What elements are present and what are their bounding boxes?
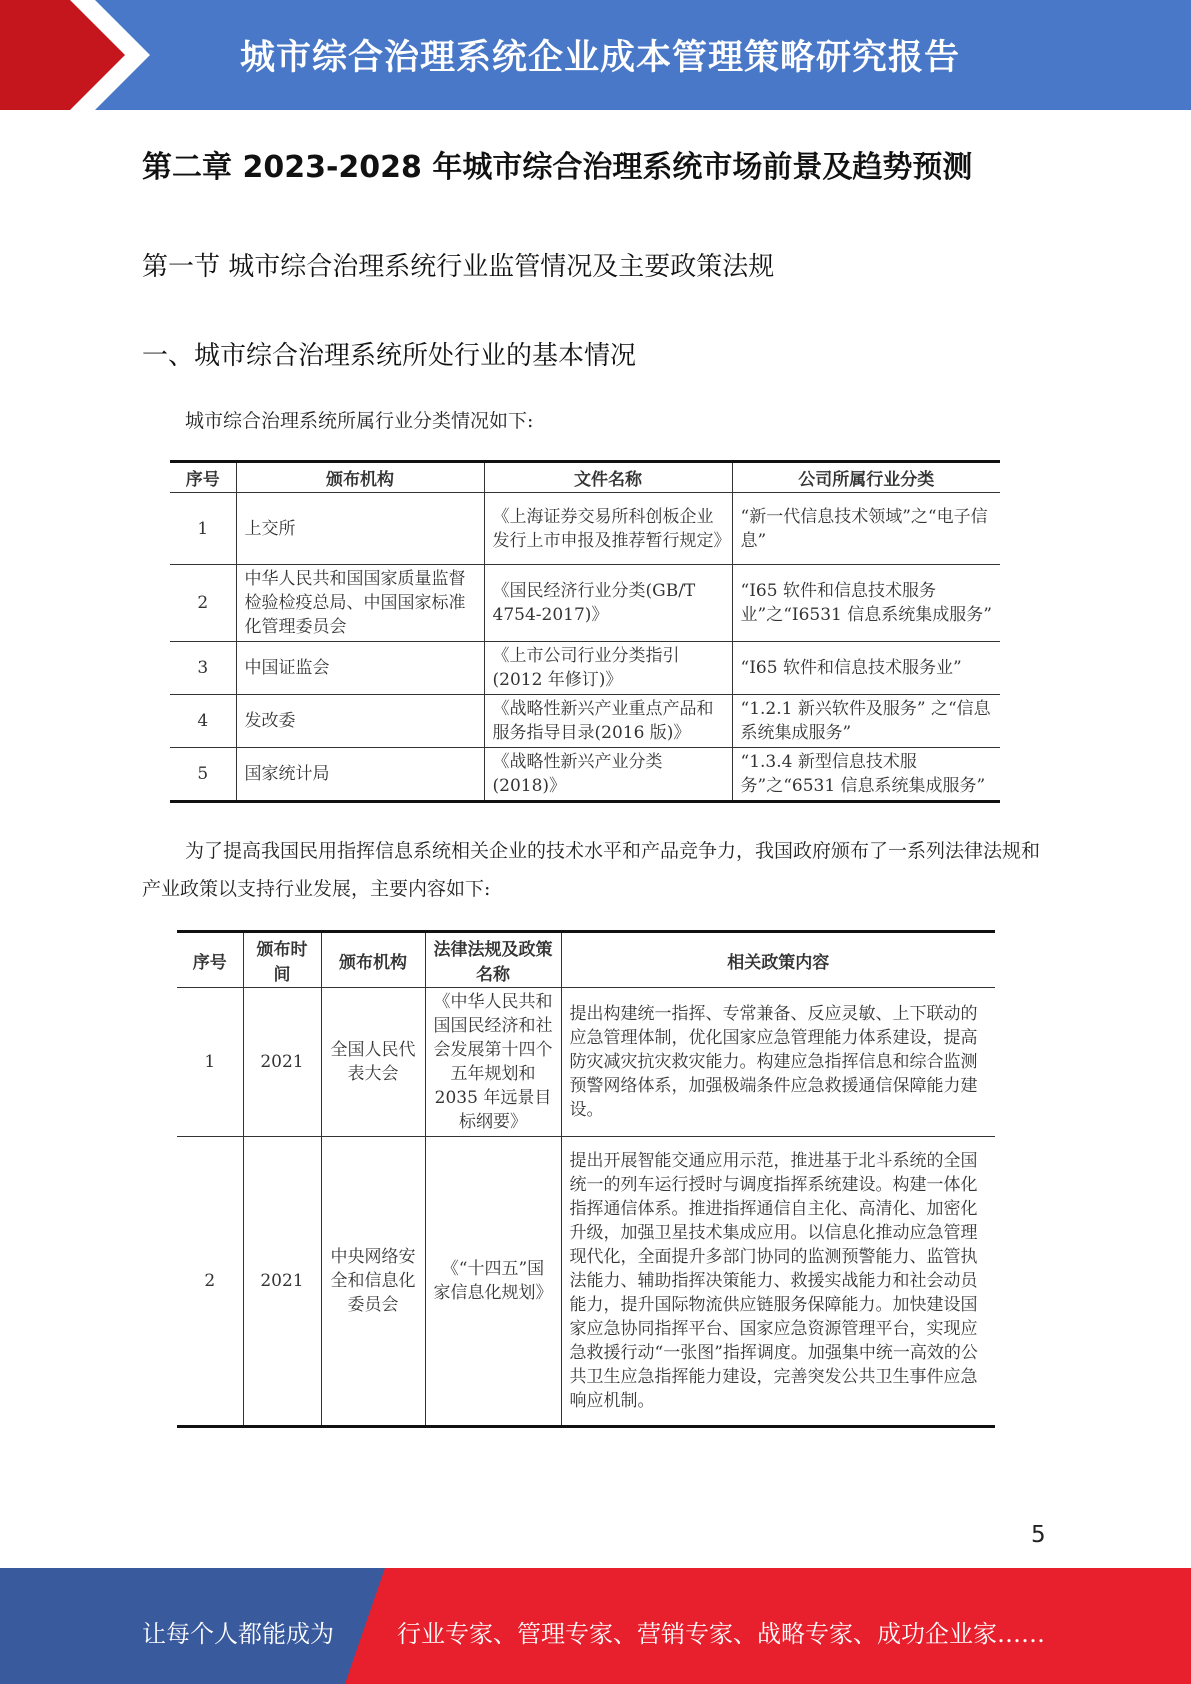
table-header-cell: 颁布机构 — [321, 932, 425, 988]
table-cell: “I65 软件和信息技术服务业”之“I6531 信息系统集成服务” — [732, 565, 1000, 642]
table-row — [170, 748, 1000, 802]
table-header-cell: 序号 — [170, 462, 236, 493]
table-cell: 2 — [170, 565, 236, 642]
table-cell: 中华人民共和国国家质量监督检验检疫总局、中国国家标准化管理委员会 — [236, 565, 484, 642]
table-row — [170, 642, 1000, 695]
table-row — [170, 565, 1000, 642]
table-cell: 国家统计局 — [236, 748, 484, 802]
table-cell: 2021 — [243, 988, 321, 1137]
table-cell: 3 — [170, 642, 236, 695]
table-cell: “I65 软件和信息技术服务业” — [732, 642, 1000, 695]
table-row — [177, 988, 995, 1137]
table-cell: 5 — [170, 748, 236, 802]
table-header-cell: 序号 — [177, 932, 243, 988]
table-cell: 2021 — [243, 1137, 321, 1427]
table-cell: “新一代信息技术领域”之“电子信息” — [732, 493, 1000, 565]
intro-paragraph: 城市综合治理系统所属行业分类情况如下: — [185, 410, 534, 432]
header-arrow-icon — [0, 0, 150, 110]
table-cell: 1 — [170, 493, 236, 565]
chapter-title: 第二章 2023-2028 年城市综合治理系统市场前景及趋势预测 — [142, 150, 973, 185]
page-number: 5 — [1031, 1522, 1046, 1548]
table-cell: 1 — [177, 988, 243, 1137]
table-cell: 《战略性新兴产业重点产品和服务指导目录(2016 版)》 — [484, 695, 732, 748]
policy-intro-paragraph: 为了提高我国民用指挥信息系统相关企业的技术水平和产品竞争力，我国政府颁布了一系列法律法规和产业政策以支持行业发展，主要内容如下: — [142, 840, 1041, 900]
table-cell: 发改委 — [236, 695, 484, 748]
table-header-cell: 颁布机构 — [236, 462, 484, 493]
table-header-row — [177, 932, 995, 988]
subsection-title: 一、城市综合治理系统所处行业的基本情况 — [142, 341, 637, 371]
table-header-cell: 公司所属行业分类 — [732, 462, 1000, 493]
footer-right-text: 行业专家、管理专家、营销专家、战略专家、成功企业家…… — [397, 1620, 1045, 1648]
table-cell: 《上市公司行业分类指引(2012 年修订)》 — [484, 642, 732, 695]
table-cell: 上交所 — [236, 493, 484, 565]
header-title: 城市综合治理系统企业成本管理策略研究报告 — [240, 38, 961, 78]
table-header-row — [170, 462, 1000, 493]
table-cell: 全国人民代表大会 — [321, 988, 425, 1137]
table-header-cell: 文件名称 — [484, 462, 732, 493]
table-cell: 《国民经济行业分类(GB/T 4754-2017)》 — [484, 565, 732, 642]
footer-left-text: 让每个人都能成为 — [142, 1620, 334, 1648]
table-cell: 《战略性新兴产业分类(2018)》 — [484, 748, 732, 802]
table-cell: 提出构建统一指挥、专常兼备、反应灵敏、上下联动的应急管理体制，优化国家应急管理能力体系建设，提高防灾减灾抗灾救灾能力。构建应急指挥信息和综合监测预警网络体系，加强极端条件应急救援通信保障能力建设。 — [561, 988, 995, 1137]
table-cell: 2 — [177, 1137, 243, 1427]
table-cell: 中国证监会 — [236, 642, 484, 695]
industry-classification-table — [170, 460, 1000, 803]
table-cell: 4 — [170, 695, 236, 748]
table-cell: 提出开展智能交通应用示范，推进基于北斗系统的全国统一的列车运行授时与调度指挥系统建设。构建一体化指挥通信体系。推进指挥通信自主化、高清化、加密化升级，加强卫星技术集成应用。以信息化推动应急管理现代化，全面提升多部门协同的监测预警能力、监管执法能力、辅助指挥决策能力、救援实战能力和社会动员能力，提升国际物流供应链服务保障能力。加快建设国家应急协同指挥平台、国家应急资源管理平台，实现应急救援行动“一张图”指挥调度。加强集中统一高效的公共卫生应急指挥能力建设，完善突发公共卫生事件应急响应机制。 — [561, 1137, 995, 1427]
table-cell: 《“十四五”国家信息化规划》 — [425, 1137, 561, 1427]
table-cell: “1.3.4 新型信息技术服务”之“6531 信息系统集成服务” — [732, 748, 1000, 802]
table-cell: “1.2.1 新兴软件及服务” 之“信息系统集成服务” — [732, 695, 1000, 748]
table-cell: 中央网络安全和信息化委员会 — [321, 1137, 425, 1427]
table-cell: 《上海证券交易所科创板企业发行上市申报及推荐暂行规定》 — [484, 493, 732, 565]
table-row — [170, 493, 1000, 565]
table-row — [177, 1137, 995, 1427]
policy-table — [177, 930, 995, 1428]
table-header-cell: 颁布时间 — [243, 932, 321, 988]
table-header-cell: 相关政策内容 — [561, 932, 995, 988]
table-row — [170, 695, 1000, 748]
section-title: 第一节 城市综合治理系统行业监管情况及主要政策法规 — [142, 252, 775, 282]
table-cell: 《中华人民共和国国民经济和社会发展第十四个五年规划和 2035 年远景目标纲要》 — [425, 988, 561, 1137]
table-header-cell: 法律法规及政策名称 — [425, 932, 561, 988]
